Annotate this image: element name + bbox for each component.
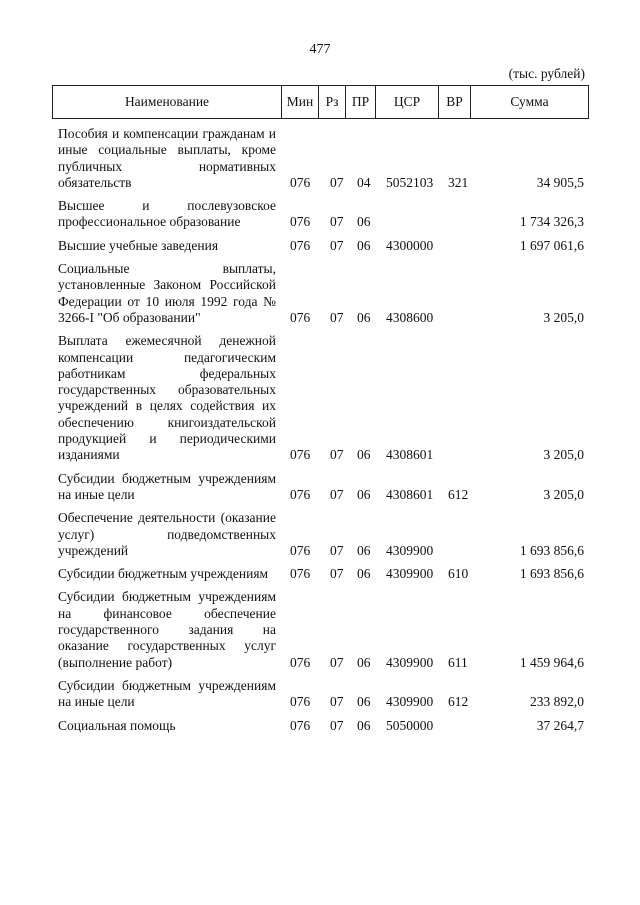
row-rz: 07	[330, 542, 344, 558]
row-rz: 07	[330, 214, 344, 230]
row-csr: 4308601	[386, 447, 434, 463]
table-row	[0, 510, 640, 559]
table-row	[0, 198, 640, 231]
row-vr: 610	[448, 566, 469, 582]
row-pr: 06	[357, 309, 371, 325]
row-min: 076	[290, 237, 311, 253]
column-header-pr: ПР	[346, 86, 376, 118]
row-csr: 4308600	[386, 309, 434, 325]
row-sum: 1 693 856,6	[519, 566, 584, 582]
row-csr: 4309900	[386, 654, 434, 670]
column-header-sum: Сумма	[510, 94, 549, 109]
table-row	[0, 238, 640, 254]
row-rz: 07	[330, 486, 344, 502]
row-pr: 06	[357, 717, 371, 733]
row-pr: 06	[357, 566, 371, 582]
row-pr: 06	[357, 486, 371, 502]
row-vr: 612	[448, 694, 469, 710]
row-vr: 612	[448, 486, 469, 502]
row-rz: 07	[330, 174, 344, 190]
column-header-rz: Рз	[319, 86, 346, 118]
row-min: 076	[290, 214, 311, 230]
row-name: Высшее и послевузовское профессиональное образование	[58, 198, 276, 230]
row-name: Социальная помощь	[58, 717, 176, 733]
table-row	[0, 678, 640, 711]
row-min: 076	[290, 717, 311, 733]
row-sum: 1 697 061,6	[519, 237, 584, 253]
row-sum: 1 734 326,3	[519, 214, 584, 230]
row-csr: 4309900	[386, 542, 434, 558]
row-pr: 06	[357, 214, 371, 230]
table-row	[0, 566, 640, 582]
row-min: 076	[290, 309, 311, 325]
row-vr: 321	[448, 174, 469, 190]
row-sum: 3 205,0	[543, 486, 584, 502]
row-name: Высшие учебные заведения	[58, 237, 219, 253]
row-min: 076	[290, 447, 311, 463]
table-row	[0, 126, 640, 191]
row-sum: 1 693 856,6	[519, 542, 584, 558]
row-name: Субсидии бюджетным учреждениям на иные цели	[58, 677, 276, 710]
table-row	[0, 261, 640, 326]
table-row	[0, 718, 640, 734]
table-row	[0, 333, 640, 463]
row-pr: 04	[357, 174, 371, 190]
row-rz: 07	[330, 237, 344, 253]
row-min: 076	[290, 566, 311, 582]
row-name: Обеспечение деятельности (оказание услуг) подведомственных учреждений	[58, 510, 276, 558]
row-name: Субсидии бюджетным учреждениям на финансовое обеспечение государственного задания на оказание государственных услуг (выполнение работ)	[58, 589, 276, 670]
row-csr: 4300000	[386, 237, 434, 253]
row-min: 076	[290, 654, 311, 670]
row-csr: 4309900	[386, 566, 434, 582]
row-pr: 06	[357, 447, 371, 463]
row-min: 076	[290, 542, 311, 558]
row-rz: 07	[330, 694, 344, 710]
row-name: Выплата ежемесячной денежной компенсации педагогическим работникам федеральных государственных образовательных учреждений в целях содействия их обеспечению книгоиздательской продукцией и периодическими изданиями	[58, 333, 276, 463]
column-header-csr: ЦСР	[376, 86, 439, 118]
row-pr: 06	[357, 654, 371, 670]
row-min: 076	[290, 174, 311, 190]
row-csr: 5052103	[386, 174, 434, 190]
row-min: 076	[290, 694, 311, 710]
table-body	[0, 126, 640, 741]
row-name: Социальные выплаты, установленные Законом Российской Федерации от 10 июля 1992 года № 3266-I "Об образовании"	[58, 261, 276, 325]
column-header-vr: ВР	[439, 86, 471, 118]
row-csr: 5050000	[386, 717, 434, 733]
row-sum: 3 205,0	[543, 447, 584, 463]
row-pr: 06	[357, 237, 371, 253]
row-sum: 1 459 964,6	[519, 654, 584, 670]
row-csr: 4309900	[386, 694, 434, 710]
table-row	[0, 471, 640, 504]
row-rz: 07	[330, 309, 344, 325]
row-min: 076	[290, 486, 311, 502]
row-pr: 06	[357, 694, 371, 710]
column-header-name: Наименование	[53, 86, 282, 118]
row-sum: 34 905,5	[536, 174, 584, 190]
row-rz: 07	[330, 566, 344, 582]
row-rz: 07	[330, 447, 344, 463]
row-name: Субсидии бюджетным учреждениям на иные цели	[58, 470, 276, 502]
column-header-min: Мин	[282, 86, 319, 118]
table-header	[52, 85, 589, 119]
row-sum: 37 264,7	[536, 717, 584, 733]
units-label: (тыс. рублей)	[508, 66, 585, 81]
page-number: 477	[309, 42, 331, 57]
table-row	[0, 589, 640, 670]
row-vr: 611	[448, 654, 468, 670]
row-sum: 3 205,0	[543, 309, 584, 325]
row-rz: 07	[330, 717, 344, 733]
row-name: Субсидии бюджетным учреждениям	[58, 566, 269, 582]
row-sum: 233 892,0	[530, 694, 584, 710]
row-name: Пособия и компенсации гражданам и иные социальные выплаты, кроме публичных нормативных обязательств	[58, 126, 276, 190]
row-csr: 4308601	[386, 486, 434, 502]
row-rz: 07	[330, 654, 344, 670]
row-pr: 06	[357, 542, 371, 558]
